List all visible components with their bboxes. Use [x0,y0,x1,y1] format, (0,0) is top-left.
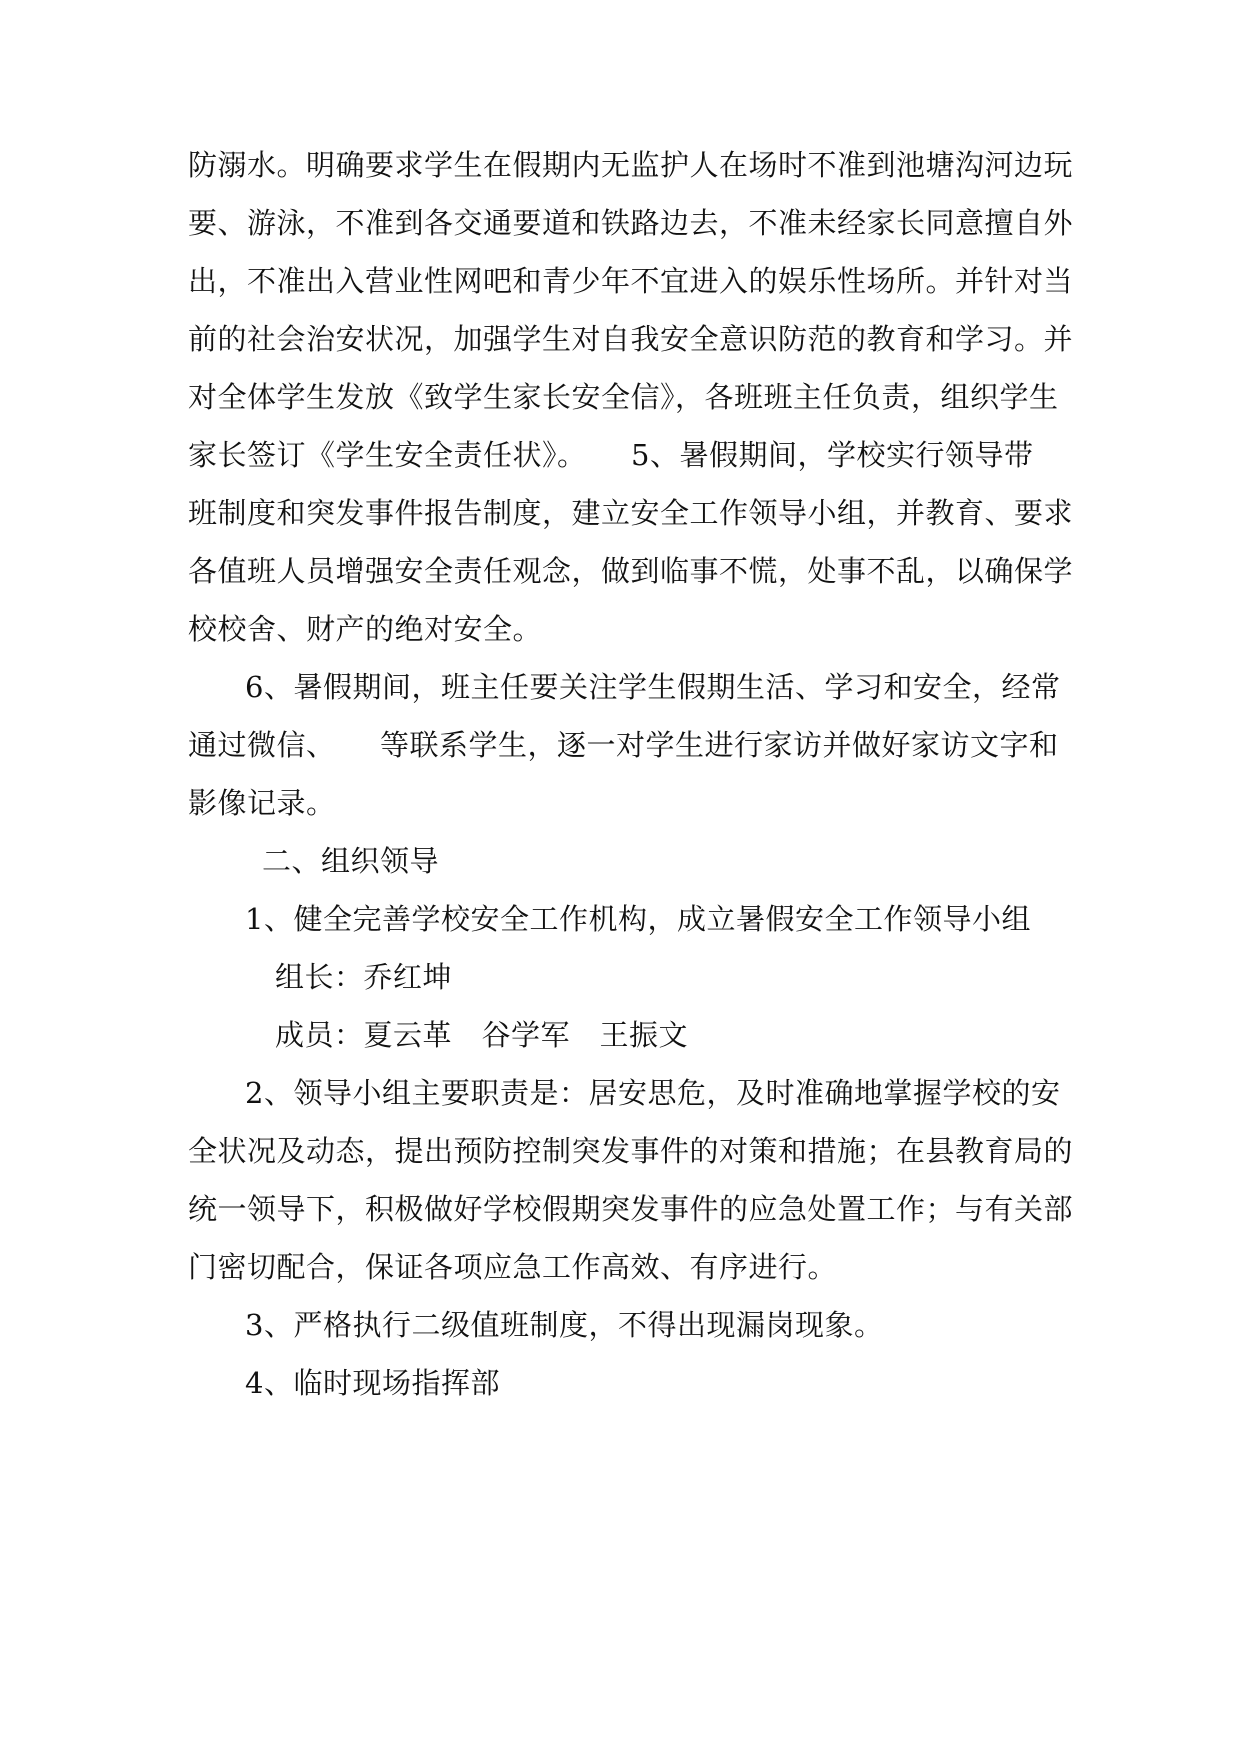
text-line: 通过微信、 等联系学生，逐一对学生进行家访并做好家访文字和 [188,728,1059,762]
text-line: 对全体学生发放《致学生家长安全信》，各班班主任负责，组织学生 [188,380,1059,414]
text-line: 各值班人员增强安全责任观念，做到临事不慌，处事不乱，以确保学 [188,554,1074,588]
text-line: 2、领导小组主要职责是：居安思危，及时准确地掌握学校的安 [245,1076,1061,1110]
text-line: 要、游泳，不准到各交通要道和铁路边去，不准未经家长同意擅自外 [188,206,1074,240]
text-line: 门密切配合，保证各项应急工作高效、有序进行。 [188,1250,838,1284]
item-4-text: 4、临时现场指挥部 [245,1366,500,1400]
text-line: 防溺水。明确要求学生在假期内无监护人在场时不准到池塘沟河边玩 [188,148,1074,182]
group-leader: 组长：乔红坤 [275,960,453,994]
text-line: 6、暑假期间，班主任要关注学生假期生活、学习和安全，经常 [245,670,1061,704]
section-heading: 二、组织领导 [262,844,440,878]
text-line: 前的社会治安状况，加强学生对自我安全意识防范的教育和学习。并 [188,322,1074,356]
item-3-text: 3、严格执行二级值班制度，不得出现漏岗现象。 [245,1308,884,1342]
group-members: 成员：夏云革 谷学军 王振文 [275,1018,689,1052]
text-line: 影像记录。 [188,786,336,820]
text-line: 校校舍、财产的绝对安全。 [188,612,543,646]
text-line: 出，不准出入营业性网吧和青少年不宜进入的娱乐性场所。并针对当 [188,264,1074,298]
text-line: 班制度和突发事件报告制度，建立安全工作领导小组，并教育、要求 [188,496,1074,530]
text-line: 家长签订《学生安全责任状》。 5、暑假期间，学校实行领导带 [188,438,1034,472]
text-line: 全状况及动态，提出预防控制突发事件的对策和措施；在县教育局的 [188,1134,1074,1168]
text-line: 统一领导下，积极做好学校假期突发事件的应急处置工作；与有关部 [188,1192,1074,1226]
item-1-text: 1、健全完善学校安全工作机构，成立暑假安全工作领导小组 [245,902,1031,936]
